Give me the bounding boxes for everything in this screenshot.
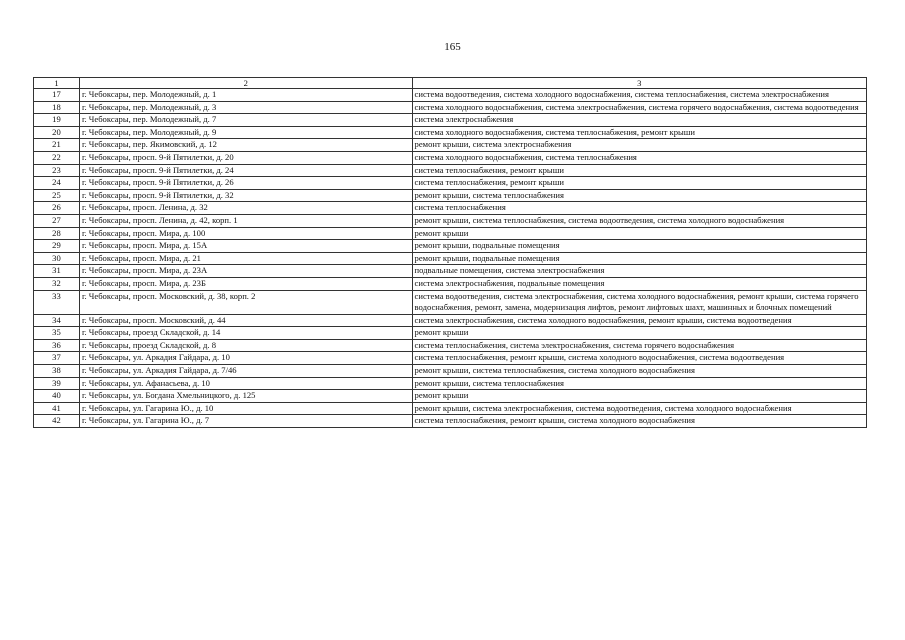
row-number-cell: 36 bbox=[34, 339, 80, 352]
address-cell: г. Чебоксары, ул. Гагарина Ю., д. 7 bbox=[79, 415, 412, 428]
works-cell: система водоотведения, система холодного водоснабжения, система теплоснабжения, система электроснабжения bbox=[412, 89, 866, 102]
table-row bbox=[34, 89, 867, 102]
works-cell: ремонт крыши, система теплоснабжения bbox=[412, 377, 866, 390]
address-cell: г. Чебоксары, просп. Мира, д. 23Б bbox=[79, 277, 412, 290]
works-cell: ремонт крыши bbox=[412, 227, 866, 240]
row-number-cell: 25 bbox=[34, 189, 80, 202]
table-row bbox=[34, 377, 867, 390]
works-cell: система холодного водоснабжения, система электроснабжения, система горячего водоснабжения, система водоотведения bbox=[412, 101, 866, 114]
address-cell: г. Чебоксары, просп. 9-й Пятилетки, д. 24 bbox=[79, 164, 412, 177]
column-header-address: 2 bbox=[79, 78, 412, 89]
buildings-works-table bbox=[33, 77, 867, 428]
row-number-cell: 32 bbox=[34, 277, 80, 290]
table-row bbox=[34, 365, 867, 378]
row-number-cell: 26 bbox=[34, 202, 80, 215]
address-cell: г. Чебоксары, пер. Молодежный, д. 7 bbox=[79, 114, 412, 127]
table-row bbox=[34, 252, 867, 265]
address-cell: г. Чебоксары, проезд Складской, д. 8 bbox=[79, 339, 412, 352]
row-number-cell: 20 bbox=[34, 126, 80, 139]
row-number-cell: 35 bbox=[34, 327, 80, 340]
address-cell: г. Чебоксары, проезд Складской, д. 14 bbox=[79, 327, 412, 340]
table-row bbox=[34, 151, 867, 164]
column-header-number: 1 bbox=[34, 78, 80, 89]
address-cell: г. Чебоксары, пер. Молодежный, д. 1 bbox=[79, 89, 412, 102]
column-header-works: 3 bbox=[412, 78, 866, 89]
table-row bbox=[34, 314, 867, 327]
table-row bbox=[34, 390, 867, 403]
works-cell: система теплоснабжения, ремонт крыши bbox=[412, 164, 866, 177]
works-cell: ремонт крыши, система теплоснабжения, система холодного водоснабжения bbox=[412, 365, 866, 378]
row-number-cell: 41 bbox=[34, 402, 80, 415]
table-row bbox=[34, 114, 867, 127]
table-row bbox=[34, 290, 867, 314]
works-cell: ремонт крыши, система электроснабжения, система водоотведения, система холодного водоснабжения bbox=[412, 402, 866, 415]
table-header bbox=[34, 78, 867, 89]
address-cell: г. Чебоксары, просп. Ленина, д. 32 bbox=[79, 202, 412, 215]
works-cell: система теплоснабжения, ремонт крыши, система холодного водоснабжения bbox=[412, 415, 866, 428]
address-cell: г. Чебоксары, ул. Афанасьева, д. 10 bbox=[79, 377, 412, 390]
address-cell: г. Чебоксары, просп. Московский, д. 44 bbox=[79, 314, 412, 327]
works-cell: система холодного водоснабжения, система теплоснабжения bbox=[412, 151, 866, 164]
row-number-cell: 19 bbox=[34, 114, 80, 127]
address-cell: г. Чебоксары, ул. Аркадия Гайдара, д. 10 bbox=[79, 352, 412, 365]
works-cell: система электроснабжения bbox=[412, 114, 866, 127]
table-row bbox=[34, 339, 867, 352]
row-number-cell: 29 bbox=[34, 240, 80, 253]
address-cell: г. Чебоксары, просп. 9-й Пятилетки, д. 26 bbox=[79, 177, 412, 190]
works-cell: ремонт крыши, система теплоснабжения bbox=[412, 189, 866, 202]
works-cell: ремонт крыши, система электроснабжения bbox=[412, 139, 866, 152]
address-cell: г. Чебоксары, пер. Молодежный, д. 9 bbox=[79, 126, 412, 139]
address-cell: г. Чебоксары, пер. Молодежный, д. 3 bbox=[79, 101, 412, 114]
row-number-cell: 21 bbox=[34, 139, 80, 152]
address-cell: г. Чебоксары, просп. Мира, д. 23А bbox=[79, 265, 412, 278]
table-row bbox=[34, 277, 867, 290]
row-number-cell: 39 bbox=[34, 377, 80, 390]
row-number-cell: 31 bbox=[34, 265, 80, 278]
address-cell: г. Чебоксары, ул. Гагарина Ю., д. 10 bbox=[79, 402, 412, 415]
works-cell: система теплоснабжения, ремонт крыши bbox=[412, 177, 866, 190]
address-cell: г. Чебоксары, просп. Мира, д. 100 bbox=[79, 227, 412, 240]
table-row bbox=[34, 415, 867, 428]
address-cell: г. Чебоксары, просп. Московский, д. 38, корп. 2 bbox=[79, 290, 412, 314]
address-cell: г. Чебоксары, просп. 9-й Пятилетки, д. 20 bbox=[79, 151, 412, 164]
row-number-cell: 27 bbox=[34, 214, 80, 227]
row-number-cell: 38 bbox=[34, 365, 80, 378]
row-number-cell: 23 bbox=[34, 164, 80, 177]
works-cell: подвальные помещения, система электроснабжения bbox=[412, 265, 866, 278]
row-number-cell: 37 bbox=[34, 352, 80, 365]
works-cell: система электроснабжения, подвальные помещения bbox=[412, 277, 866, 290]
address-cell: г. Чебоксары, просп. Мира, д. 21 bbox=[79, 252, 412, 265]
address-cell: г. Чебоксары, просп. 9-й Пятилетки, д. 32 bbox=[79, 189, 412, 202]
works-cell: система теплоснабжения, ремонт крыши, система холодного водоснабжения, система водоотведения bbox=[412, 352, 866, 365]
table-row bbox=[34, 202, 867, 215]
address-cell: г. Чебоксары, ул. Аркадия Гайдара, д. 7/46 bbox=[79, 365, 412, 378]
row-number-cell: 42 bbox=[34, 415, 80, 428]
works-cell: система теплоснабжения, система электроснабжения, система горячего водоснабжения bbox=[412, 339, 866, 352]
table-row bbox=[34, 164, 867, 177]
table-row bbox=[34, 265, 867, 278]
table-body bbox=[34, 89, 867, 428]
table-row bbox=[34, 227, 867, 240]
table-row bbox=[34, 177, 867, 190]
table-row bbox=[34, 214, 867, 227]
row-number-cell: 18 bbox=[34, 101, 80, 114]
table-row bbox=[34, 126, 867, 139]
works-cell: ремонт крыши, система теплоснабжения, система водоотведения, система холодного водоснабжения bbox=[412, 214, 866, 227]
address-cell: г. Чебоксары, просп. Мира, д. 15А bbox=[79, 240, 412, 253]
row-number-cell: 28 bbox=[34, 227, 80, 240]
row-number-cell: 40 bbox=[34, 390, 80, 403]
address-cell: г. Чебоксары, ул. Богдана Хмельницкого, д. 125 bbox=[79, 390, 412, 403]
works-cell: система холодного водоснабжения, система теплоснабжения, ремонт крыши bbox=[412, 126, 866, 139]
row-number-cell: 33 bbox=[34, 290, 80, 314]
row-number-cell: 17 bbox=[34, 89, 80, 102]
row-number-cell: 24 bbox=[34, 177, 80, 190]
works-cell: система водоотведения, система электроснабжения, система холодного водоснабжения, ремонт крыши, система горячего водоснабжения, ремонт, замена, модернизация лифтов, ремонт лифтовых шахт, машинных и блочных помещений bbox=[412, 290, 866, 314]
works-cell: ремонт крыши, подвальные помещения bbox=[412, 252, 866, 265]
row-number-cell: 22 bbox=[34, 151, 80, 164]
table-row bbox=[34, 101, 867, 114]
table-row bbox=[34, 240, 867, 253]
works-cell: ремонт крыши bbox=[412, 327, 866, 340]
row-number-cell: 30 bbox=[34, 252, 80, 265]
address-cell: г. Чебоксары, просп. Ленина, д. 42, корп. 1 bbox=[79, 214, 412, 227]
address-cell: г. Чебоксары, пер. Якимовский, д. 12 bbox=[79, 139, 412, 152]
works-cell: ремонт крыши, подвальные помещения bbox=[412, 240, 866, 253]
works-cell: система теплоснабжения bbox=[412, 202, 866, 215]
table-row bbox=[34, 327, 867, 340]
table-row bbox=[34, 189, 867, 202]
table-row bbox=[34, 402, 867, 415]
table-row bbox=[34, 139, 867, 152]
row-number-cell: 34 bbox=[34, 314, 80, 327]
page-number: 165 bbox=[444, 41, 461, 53]
table-row bbox=[34, 352, 867, 365]
works-cell: система электроснабжения, система холодного водоснабжения, ремонт крыши, система водоотведения bbox=[412, 314, 866, 327]
header-row bbox=[34, 78, 867, 89]
works-cell: ремонт крыши bbox=[412, 390, 866, 403]
